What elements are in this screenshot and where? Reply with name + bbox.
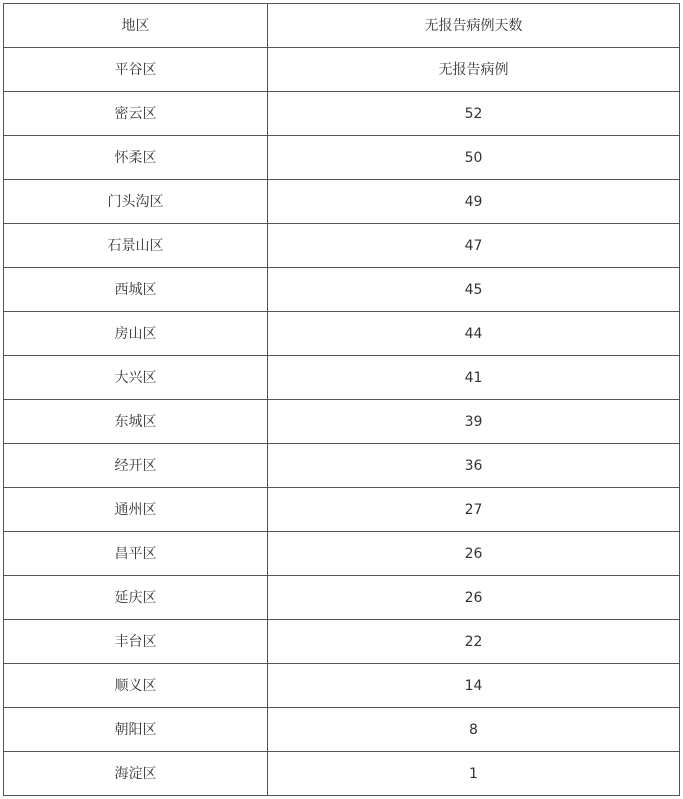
- district-cell: 朝阳区: [4, 708, 268, 752]
- days-cell: 无报告病例: [268, 48, 680, 92]
- district-cell: 延庆区: [4, 576, 268, 620]
- district-cell: 通州区: [4, 488, 268, 532]
- days-cell: 45: [268, 268, 680, 312]
- table-row: [4, 224, 680, 268]
- table-row: [4, 444, 680, 488]
- header-district: 地区: [4, 4, 268, 48]
- table-row: [4, 488, 680, 532]
- days-cell: 47: [268, 224, 680, 268]
- district-table-container: [3, 3, 679, 796]
- district-cell: 东城区: [4, 400, 268, 444]
- district-cell: 经开区: [4, 444, 268, 488]
- district-cell: 丰台区: [4, 620, 268, 664]
- days-cell: 52: [268, 92, 680, 136]
- district-cell: 昌平区: [4, 532, 268, 576]
- days-cell: 50: [268, 136, 680, 180]
- district-cell: 石景山区: [4, 224, 268, 268]
- days-cell: 26: [268, 576, 680, 620]
- district-cell: 房山区: [4, 312, 268, 356]
- days-cell: 36: [268, 444, 680, 488]
- days-cell: 26: [268, 532, 680, 576]
- district-cell: 门头沟区: [4, 180, 268, 224]
- table-header-row: [4, 4, 680, 48]
- table-row: [4, 268, 680, 312]
- table-row: [4, 92, 680, 136]
- table-row: [4, 136, 680, 180]
- table-row: [4, 356, 680, 400]
- table-row: [4, 620, 680, 664]
- table-row: [4, 48, 680, 92]
- district-cell: 平谷区: [4, 48, 268, 92]
- district-cell: 怀柔区: [4, 136, 268, 180]
- district-cell: 密云区: [4, 92, 268, 136]
- table-row: [4, 708, 680, 752]
- table-row: [4, 312, 680, 356]
- table-row: [4, 400, 680, 444]
- table-row: [4, 664, 680, 708]
- table-row: [4, 180, 680, 224]
- days-cell: 39: [268, 400, 680, 444]
- district-days-table: [3, 3, 680, 796]
- days-cell: 1: [268, 752, 680, 796]
- table-body: [4, 48, 680, 796]
- header-days-without-cases: 无报告病例天数: [268, 4, 680, 48]
- days-cell: 14: [268, 664, 680, 708]
- district-cell: 大兴区: [4, 356, 268, 400]
- days-cell: 8: [268, 708, 680, 752]
- district-cell: 西城区: [4, 268, 268, 312]
- table-row: [4, 752, 680, 796]
- days-cell: 44: [268, 312, 680, 356]
- district-cell: 顺义区: [4, 664, 268, 708]
- table-row: [4, 532, 680, 576]
- days-cell: 27: [268, 488, 680, 532]
- district-cell: 海淀区: [4, 752, 268, 796]
- days-cell: 22: [268, 620, 680, 664]
- days-cell: 49: [268, 180, 680, 224]
- days-cell: 41: [268, 356, 680, 400]
- table-row: [4, 576, 680, 620]
